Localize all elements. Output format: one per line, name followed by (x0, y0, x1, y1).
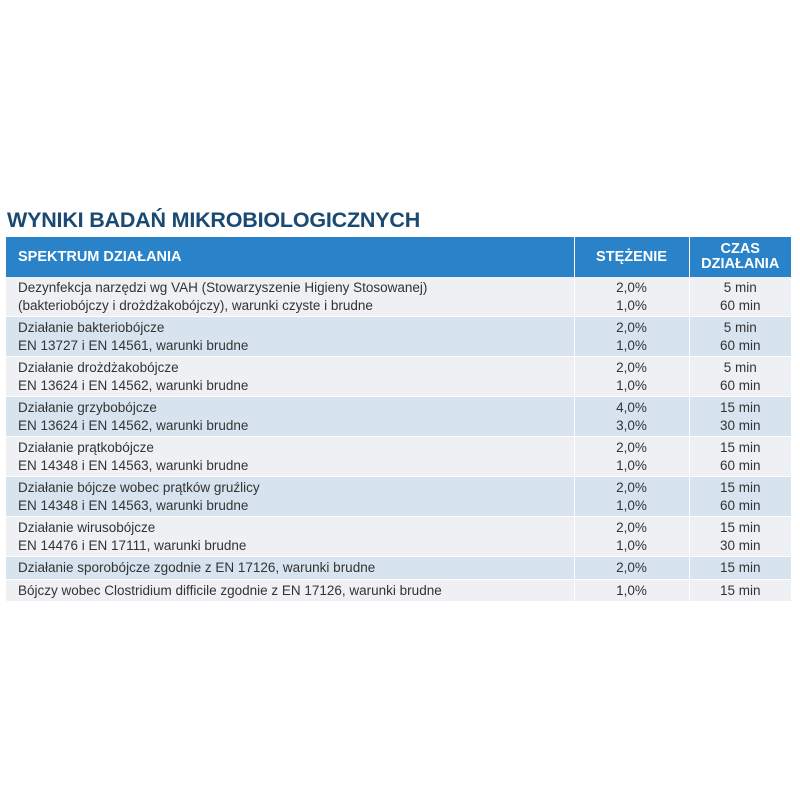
spectrum-line: Bójczy wobec Clostridium difficile zgodnie z EN 17126, warunki brudne (18, 582, 442, 598)
spectrum-line: EN 14348 i EN 14563, warunki brudne (18, 497, 249, 513)
table-row (6, 317, 791, 357)
spectrum-line: Działanie prątkobójcze (18, 440, 154, 455)
header-time-line1: CZAS (720, 241, 760, 257)
spectrum-cell (6, 397, 574, 437)
spectrum-line: Dezynfekcja narzędzi wg VAH (Stowarzyszenie Higieny Stosowanej) (18, 280, 428, 295)
concentration-cell (574, 437, 689, 477)
table-body (6, 277, 791, 602)
concentration-line: 2,0% (616, 520, 647, 535)
table-row (6, 277, 791, 317)
concentration-line: 1,0% (616, 497, 647, 513)
concentration-line: 2,0% (616, 280, 647, 295)
time-line: 60 min (719, 497, 761, 513)
spectrum-cell (6, 579, 574, 602)
time-cell (689, 579, 791, 602)
concentration-line: 1,0% (616, 377, 647, 393)
concentration-line: 2,0% (616, 480, 647, 495)
spectrum-line: EN 14476 i EN 17111, warunki brudne (18, 537, 247, 553)
concentration-line: 2,0% (616, 360, 647, 375)
header-time-line2: DZIAŁANIA (701, 256, 780, 272)
table-row (6, 477, 791, 517)
spectrum-cell (6, 517, 574, 557)
spectrum-line: EN 13727 i EN 14561, warunki brudne (18, 337, 249, 353)
table-row (6, 437, 791, 477)
spectrum-cell (6, 317, 574, 357)
spectrum-cell (6, 277, 574, 317)
table-header (6, 237, 791, 277)
time-cell (689, 357, 791, 397)
time-line: 60 min (719, 457, 761, 473)
concentration-line: 4,0% (616, 400, 647, 415)
table-row (6, 579, 791, 602)
page-title: WYNIKI BADAŃ MIKROBIOLOGICZNYCH (7, 208, 421, 232)
concentration-cell (574, 477, 689, 517)
spectrum-cell (6, 477, 574, 517)
time-cell (689, 517, 791, 557)
time-line: 15 min (719, 560, 761, 575)
concentration-line: 3,0% (616, 417, 647, 433)
header-time (689, 237, 791, 277)
concentration-line: 2,0% (616, 320, 647, 335)
concentration-cell (574, 557, 689, 580)
concentration-line: 1,0% (616, 337, 647, 353)
time-line: 30 min (719, 417, 761, 433)
time-line: 60 min (719, 337, 761, 353)
results-section (6, 203, 791, 602)
table-row (6, 397, 791, 437)
table-row (6, 357, 791, 397)
time-line: 5 min (723, 280, 757, 295)
spectrum-line: Działanie drożdżakobójcze (18, 360, 179, 375)
concentration-line: 1,0% (616, 582, 647, 598)
spectrum-line: Działanie grzybobójcze (18, 400, 157, 415)
time-line: 30 min (719, 537, 761, 553)
time-line: 60 min (719, 377, 761, 393)
header-concentration: STĘŻENIE (574, 237, 689, 277)
concentration-cell (574, 357, 689, 397)
concentration-line: 2,0% (616, 440, 647, 455)
spectrum-line: EN 13624 i EN 14562, warunki brudne (18, 417, 249, 433)
table-row (6, 557, 791, 580)
concentration-line: 1,0% (616, 537, 647, 553)
time-line: 15 min (719, 582, 761, 598)
time-line: 5 min (723, 360, 757, 375)
time-cell (689, 557, 791, 580)
concentration-cell (574, 517, 689, 557)
time-cell (689, 277, 791, 317)
spectrum-cell (6, 557, 574, 580)
concentration-line: 1,0% (616, 457, 647, 473)
concentration-cell (574, 397, 689, 437)
results-table (6, 237, 791, 602)
spectrum-line: Działanie sporobójcze zgodnie z EN 17126, warunki brudne (18, 560, 376, 575)
spectrum-cell (6, 357, 574, 397)
header-spectrum: SPEKTRUM DZIAŁANIA (6, 237, 574, 277)
spectrum-line: Działanie bakteriobójcze (18, 320, 165, 335)
concentration-cell (574, 579, 689, 602)
spectrum-line: Działanie wirusobójcze (18, 520, 156, 535)
spectrum-line: Działanie bójcze wobec prątków gruźlicy (18, 480, 260, 495)
concentration-line: 1,0% (616, 297, 647, 313)
time-cell (689, 317, 791, 357)
time-line: 15 min (719, 520, 761, 535)
time-line: 15 min (719, 480, 761, 495)
concentration-cell (574, 317, 689, 357)
time-line: 60 min (719, 297, 761, 313)
time-line: 15 min (719, 440, 761, 455)
concentration-cell (574, 277, 689, 317)
time-line: 5 min (723, 320, 757, 335)
spectrum-cell (6, 437, 574, 477)
time-line: 15 min (719, 400, 761, 415)
time-cell (689, 437, 791, 477)
time-cell (689, 477, 791, 517)
spectrum-line: EN 13624 i EN 14562, warunki brudne (18, 377, 249, 393)
spectrum-line: (bakteriobójczy i drożdżakobójczy), warunki czyste i brudne (18, 297, 373, 313)
table-row (6, 517, 791, 557)
time-cell (689, 397, 791, 437)
concentration-line: 2,0% (616, 560, 647, 575)
spectrum-line: EN 14348 i EN 14563, warunki brudne (18, 457, 249, 473)
